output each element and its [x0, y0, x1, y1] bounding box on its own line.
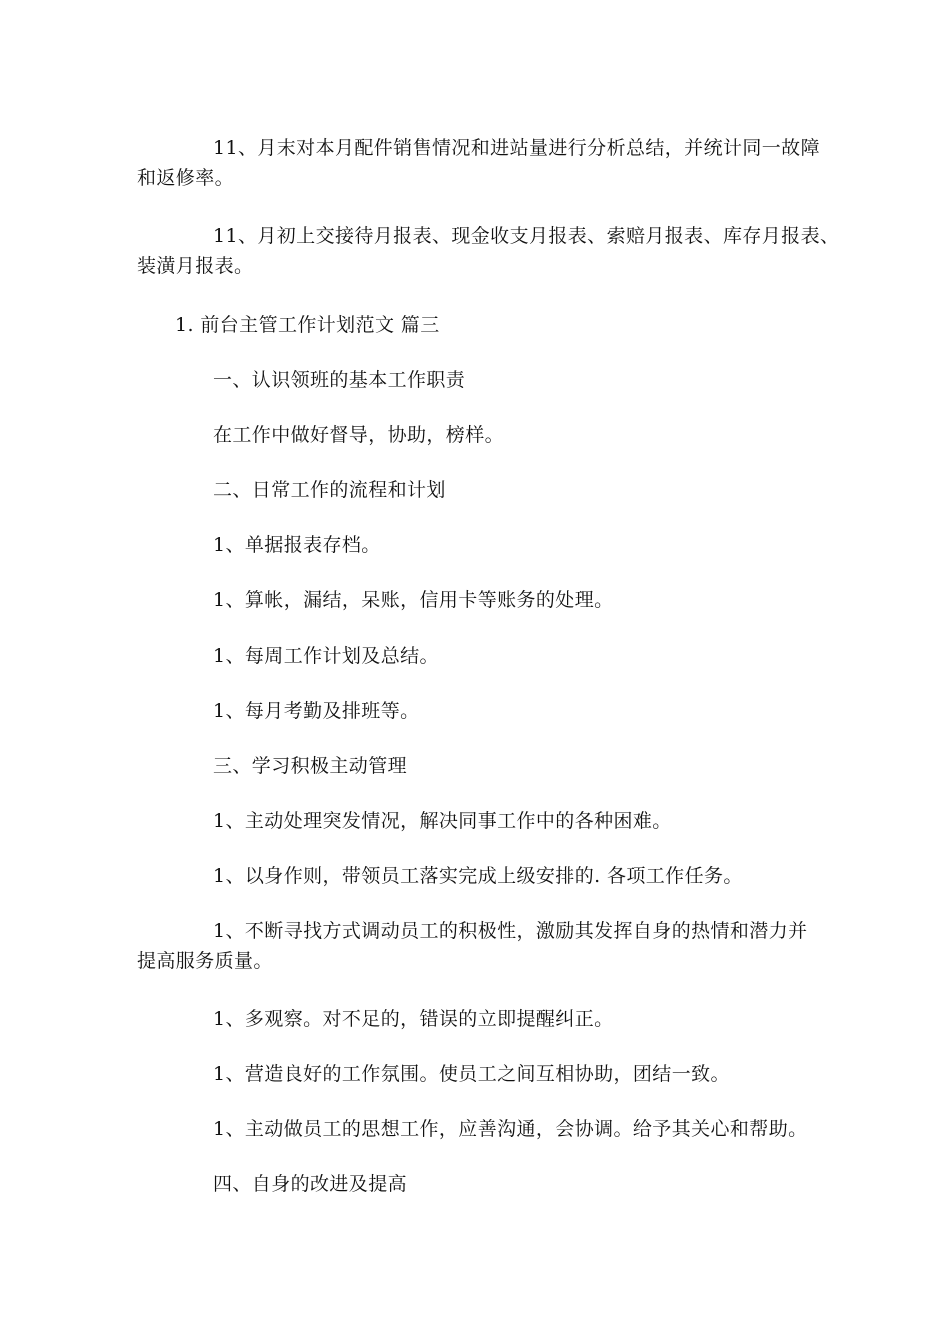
text-line: 和返修率。	[137, 167, 235, 189]
text-line: 三、学习积极主动管理	[213, 755, 408, 777]
text-line: 二、日常工作的流程和计划	[213, 479, 446, 501]
text-line: 1、主动处理突发情况，解决同事工作中的各种困难。	[213, 810, 672, 832]
text-line: 提高服务质量。	[137, 950, 273, 972]
text-line: 1、不断寻找方式调动员工的积极性，激励其发挥自身的热情和潜力并	[213, 920, 808, 942]
list-item	[137, 641, 827, 671]
list-item	[137, 585, 827, 615]
paragraph-month-end-analysis	[137, 133, 827, 193]
list-item	[137, 1114, 827, 1144]
list-item	[137, 1059, 827, 1089]
section-heading-part-three	[137, 310, 827, 340]
text-line: 11、月初上交接待月报表、现金收支月报表、索赔月报表、库存月报表、	[213, 225, 840, 247]
text-line: 1、算帐，漏结，呆账，信用卡等账务的处理。	[213, 589, 614, 611]
text-line: 1. 前台主管工作计划范文 篇三	[175, 314, 440, 336]
heading-daily-workflow	[137, 475, 827, 505]
text-line: 11、月末对本月配件销售情况和进站量进行分析总结，并统计同一故障	[213, 137, 820, 159]
list-item	[137, 916, 827, 976]
heading-proactive-management	[137, 751, 827, 781]
text-line: 1、主动做员工的思想工作，应善沟通，会协调。给予其关心和帮助。	[213, 1118, 808, 1140]
list-item	[137, 861, 827, 891]
list-item	[137, 696, 827, 726]
text-line: 1、多观察。对不足的，错误的立即提醒纠正。	[213, 1008, 614, 1030]
heading-self-improvement	[137, 1169, 827, 1199]
paragraph-month-start-reports	[137, 221, 840, 281]
text-line: 一、认识领班的基本工作职责	[213, 369, 466, 391]
text-line: 装潢月报表。	[137, 255, 254, 277]
paragraph-supervision	[137, 420, 827, 450]
text-line: 1、每月考勤及排班等。	[213, 700, 420, 722]
list-item	[137, 1004, 827, 1034]
heading-basic-duties	[137, 365, 827, 395]
text-line: 1、单据报表存档。	[213, 534, 381, 556]
text-line: 1、每周工作计划及总结。	[213, 645, 439, 667]
text-line: 1、营造良好的工作氛围。使员工之间互相协助，团结一致。	[213, 1063, 730, 1085]
list-item	[137, 530, 827, 560]
text-line: 在工作中做好督导，协助，榜样。	[213, 424, 505, 446]
list-item	[137, 806, 827, 836]
text-line: 1、以身作则，带领员工落实完成上级安排的. 各项工作任务。	[213, 865, 743, 887]
text-line: 四、自身的改进及提高	[213, 1173, 408, 1195]
